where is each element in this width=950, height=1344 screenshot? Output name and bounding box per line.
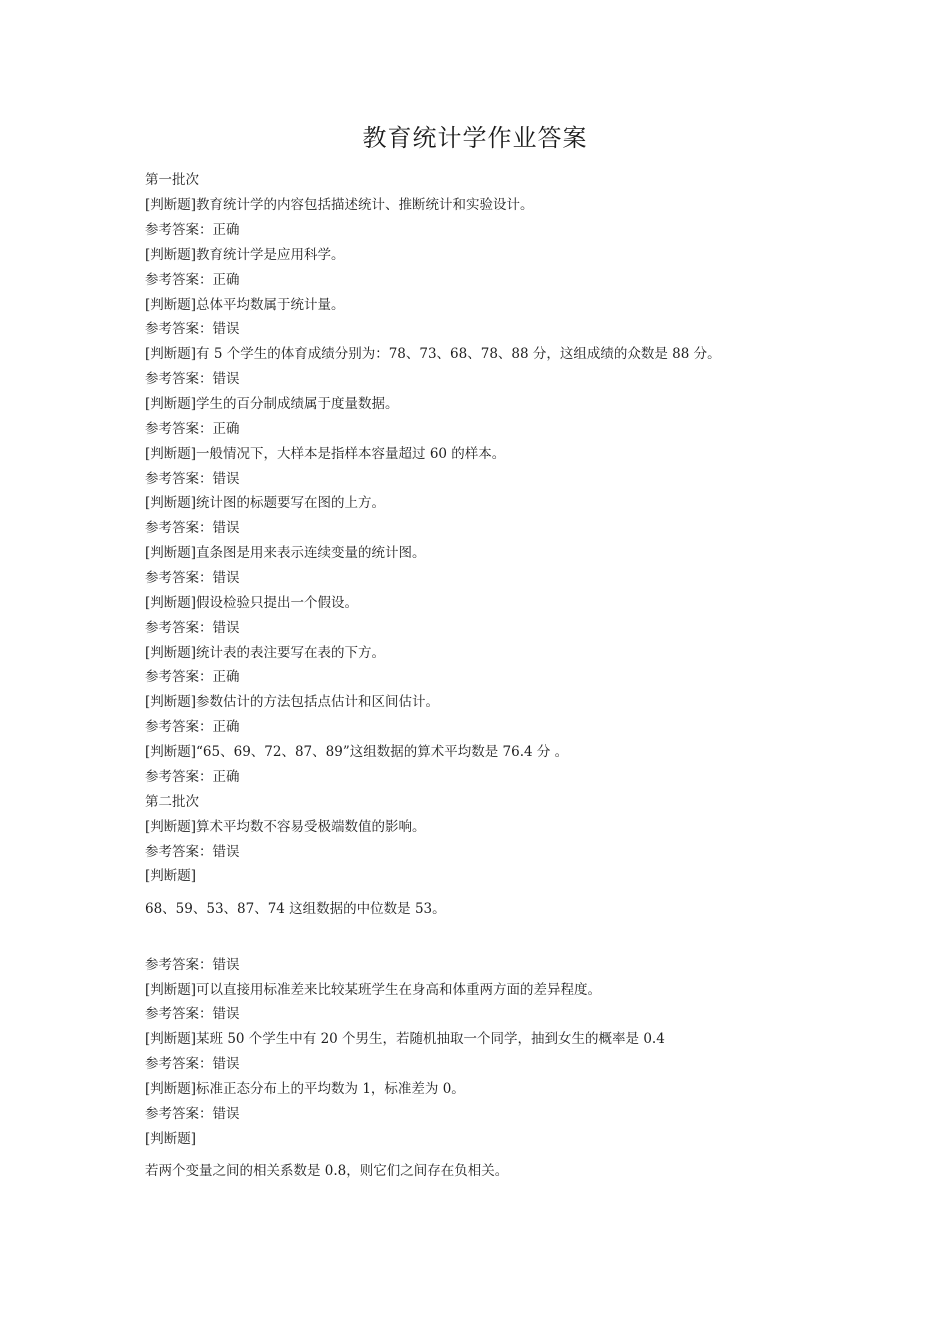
question-text: 若两个变量之间的相关系数是 0.8，则它们之间存在负相关。: [145, 1163, 509, 1179]
document-title: 教育统计学作业答案: [362, 124, 588, 152]
answer-line: 参考答案：错误: [145, 1106, 240, 1122]
answer-line: 参考答案：正确: [145, 272, 240, 288]
question-line: [判断题]教育统计学的内容包括描述统计、推断统计和实验设计。: [145, 197, 534, 213]
question-line: [判断题]直条图是用来表示连续变量的统计图。: [145, 545, 426, 561]
answer-line: 参考答案：错误: [145, 957, 240, 973]
question-text: 68、59、53、87、74 这组数据的中位数是 53。: [145, 901, 446, 917]
answer-line: 参考答案：错误: [145, 520, 240, 536]
question-line: [判断题]可以直接用标准差来比较某班学生在身高和体重两方面的差异程度。: [145, 982, 602, 998]
answer-line: 参考答案：错误: [145, 1006, 240, 1022]
question-line: [判断题]学生的百分制成绩属于度量数据。: [145, 396, 399, 412]
question-line: [判断题]统计表的表注要写在表的下方。: [145, 645, 386, 661]
question-line: [判断题]假设检验只提出一个假设。: [145, 595, 359, 611]
question-line: [判断题]教育统计学是应用科学。: [145, 247, 345, 263]
answer-line: 参考答案：正确: [145, 719, 240, 735]
answer-line: 参考答案：正确: [145, 669, 240, 685]
section-heading: 第二批次: [145, 794, 199, 810]
answer-line: 参考答案：正确: [145, 222, 240, 238]
answer-line: 参考答案：错误: [145, 371, 240, 387]
answer-line: 参考答案：错误: [145, 321, 240, 337]
question-line: [判断题]总体平均数属于统计量。: [145, 297, 345, 313]
section-heading: 第一批次: [145, 172, 199, 188]
question-line: [判断题]算术平均数不容易受极端数值的影响。: [145, 819, 426, 835]
question-line: [判断题]有 5 个学生的体育成绩分别为：78、73、68、78、88 分，这组成绩的众数是 88 分。: [145, 346, 721, 362]
answer-line: 参考答案：错误: [145, 1056, 240, 1072]
answer-line: 参考答案：正确: [145, 769, 240, 785]
answer-line: 参考答案：错误: [145, 620, 240, 636]
question-line: [判断题]“65、69、72、87、89”这组数据的算术平均数是 76.4 分 。: [145, 744, 569, 760]
question-line: [判断题]: [145, 868, 197, 884]
question-line: [判断题]统计图的标题要写在图的上方。: [145, 495, 386, 511]
answer-line: 参考答案：错误: [145, 471, 240, 487]
question-line: [判断题]标准正态分布上的平均数为 1，标准差为 0。: [145, 1081, 465, 1097]
answer-line: 参考答案：正确: [145, 421, 240, 437]
answer-line: 参考答案：错误: [145, 844, 240, 860]
question-line: [判断题]: [145, 1131, 197, 1147]
question-line: [判断题]某班 50 个学生中有 20 个男生，若随机抽取一个同学，抽到女生的概率是 0.4: [145, 1031, 665, 1047]
question-line: [判断题]一般情况下，大样本是指样本容量超过 60 的样本。: [145, 446, 506, 462]
question-line: [判断题]参数估计的方法包括点估计和区间估计。: [145, 694, 440, 710]
answer-line: 参考答案：错误: [145, 570, 240, 586]
